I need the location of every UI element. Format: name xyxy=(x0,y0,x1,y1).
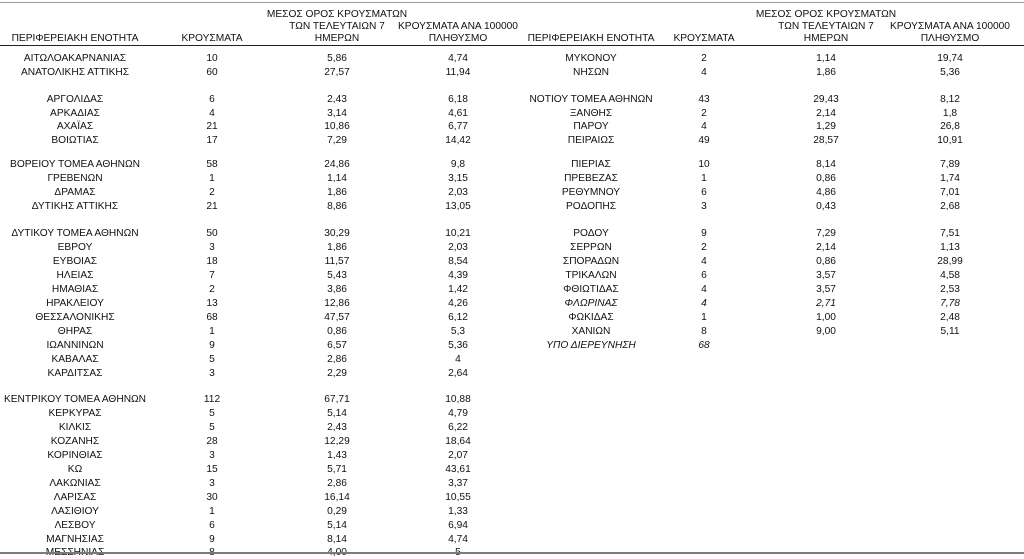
cell-region: ΠΑΡΟΥ xyxy=(573,121,609,132)
cell-cases: 9 xyxy=(701,228,707,239)
cell-avg7: 7,29 xyxy=(816,228,836,239)
cell-region: ΠΕΙΡΑΙΩΣ xyxy=(567,135,615,146)
cell-cases: 50 xyxy=(206,228,218,239)
cell-avg7: 5,14 xyxy=(327,520,347,531)
cell-avg7: 29,43 xyxy=(813,94,839,105)
cell-avg7: 2,43 xyxy=(327,422,347,433)
cell-avg7: 5,14 xyxy=(327,408,347,419)
cell-region: ΤΡΙΚΑΛΩΝ xyxy=(565,270,617,281)
cell-per100k: 10,21 xyxy=(445,228,471,239)
cell-cases: 1 xyxy=(701,312,707,323)
cell-region: ΜΕΣΣΗΝΙΑΣ xyxy=(45,547,105,558)
cell-avg7: 8,14 xyxy=(816,159,836,170)
header-rule xyxy=(0,45,1024,46)
cell-cases: 8 xyxy=(209,547,215,558)
cell-avg7: 1,29 xyxy=(816,121,836,132)
cell-avg7: 5,86 xyxy=(327,53,347,64)
cell-avg7: 16,14 xyxy=(324,492,350,503)
cell-region: ΞΑΝΘΗΣ xyxy=(569,108,613,119)
cell-avg7: 0,86 xyxy=(816,256,836,267)
cell-per100k: 9,8 xyxy=(450,159,466,170)
cell-avg7: 4,86 xyxy=(816,187,836,198)
header-cases-label: ΚΡΟΥΣΜΑΤΑ xyxy=(673,33,735,44)
cell-cases: 3 xyxy=(209,478,215,489)
cell-avg7: 1,43 xyxy=(327,450,347,461)
cell-region: ΕΒΡΟΥ xyxy=(57,242,93,253)
cell-cases: 3 xyxy=(209,242,215,253)
cell-region: ΘΕΣΣΑΛΟΝΙΚΗΣ xyxy=(35,312,115,323)
cell-region: ΣΕΡΡΩΝ xyxy=(570,242,612,253)
cell-per100k: 7,01 xyxy=(940,187,960,198)
cell-avg7: 47,57 xyxy=(324,312,350,323)
cell-avg7: 1,86 xyxy=(327,187,347,198)
cell-per100k: 2,03 xyxy=(448,242,468,253)
cell-region: ΔΡΑΜΑΣ xyxy=(54,187,96,198)
cell-region: ΡΕΘΥΜΝΟΥ xyxy=(561,187,621,198)
cell-cases: 2 xyxy=(209,187,215,198)
cell-avg7: 10,86 xyxy=(324,121,350,132)
cell-avg7: 6,57 xyxy=(327,340,347,351)
cell-per100k: 28,99 xyxy=(937,256,963,267)
cell-per100k: 3,37 xyxy=(448,478,468,489)
cell-cases: 2 xyxy=(209,284,215,295)
cell-cases: 3 xyxy=(209,368,215,379)
cell-region: ΕΥΒΟΙΑΣ xyxy=(52,256,98,267)
header-avg7-line3: ΗΜΕΡΩΝ xyxy=(314,33,360,44)
cell-region: ΚΟΡΙΝΘΙΑΣ xyxy=(47,450,103,461)
cell-per100k: 7,78 xyxy=(940,298,960,309)
cell-avg7: 1,86 xyxy=(327,242,347,253)
header-avg7-line2: ΤΩΝ ΤΕΛΕΥΤΑΙΩΝ 7 xyxy=(778,21,874,32)
cell-cases: 4 xyxy=(209,108,215,119)
cell-cases: 8 xyxy=(701,326,707,337)
cell-region: ΙΩΑΝΝΙΝΩΝ xyxy=(46,340,104,351)
cell-region: ΒΟΙΩΤΙΑΣ xyxy=(51,135,99,146)
cell-region: ΝΗΣΩΝ xyxy=(573,67,609,78)
cell-cases: 5 xyxy=(209,422,215,433)
cell-region: ΡΟΔΟΥ xyxy=(573,228,609,239)
cell-avg7: 9,00 xyxy=(816,326,836,337)
cell-region: ΣΠΟΡΑΔΩΝ xyxy=(562,256,620,267)
cell-cases: 6 xyxy=(701,270,707,281)
cell-avg7: 2,86 xyxy=(327,354,347,365)
header-cases-label: ΚΡΟΥΣΜΑΤΑ xyxy=(181,33,243,44)
cell-avg7: 2,14 xyxy=(816,108,836,119)
cell-region: ΚΩ xyxy=(67,464,83,475)
cell-region: ΑΡΓΟΛΙΔΑΣ xyxy=(46,94,104,105)
cell-per100k: 13,05 xyxy=(445,201,471,212)
cell-avg7: 3,57 xyxy=(816,270,836,281)
cell-cases: 2 xyxy=(701,53,707,64)
cell-per100k: 4,39 xyxy=(448,270,468,281)
cell-cases: 2 xyxy=(701,242,707,253)
cell-per100k: 2,68 xyxy=(940,201,960,212)
cell-region: ΧΑΝΙΩΝ xyxy=(571,326,611,337)
cell-per100k: 7,51 xyxy=(940,228,960,239)
cell-cases: 1 xyxy=(209,506,215,517)
cell-avg7: 28,57 xyxy=(813,135,839,146)
header-region-label: ΠΕΡΙΦΕΡΕΙΑΚΗ ΕΝΟΤΗΤΑ xyxy=(527,33,655,44)
cell-per100k: 1,74 xyxy=(940,173,960,184)
cell-region: ΑΙΤΩΛΟΑΚΑΡΝΑΝΙΑΣ xyxy=(23,53,127,64)
cell-per100k: 2,53 xyxy=(940,284,960,295)
header-region-label: ΠΕΡΙΦΕΡΕΙΑΚΗ ΕΝΟΤΗΤΑ xyxy=(11,33,139,44)
cell-per100k: 8,12 xyxy=(940,94,960,105)
cell-region: ΛΕΣΒΟΥ xyxy=(54,520,96,531)
left-header-region xyxy=(0,33,150,45)
cell-avg7: 0,86 xyxy=(816,173,836,184)
header-per100k-line1: ΚΡΟΥΣΜΑΤΑ ΑΝΑ 100000 xyxy=(890,21,1010,32)
cell-avg7: 0,86 xyxy=(327,326,347,337)
cell-cases: 9 xyxy=(209,534,215,545)
cell-avg7: 3,14 xyxy=(327,108,347,119)
cell-avg7: 24,86 xyxy=(324,159,350,170)
cell-cases: 3 xyxy=(701,201,707,212)
cell-per100k: 2,03 xyxy=(448,187,468,198)
cell-region: ΥΠΟ ΔΙΕΡΕΥΝΗΣΗ xyxy=(546,340,636,351)
cell-region: ΛΑΡΙΣΑΣ xyxy=(53,492,97,503)
cell-avg7: 2,86 xyxy=(327,478,347,489)
left-header-avg7 xyxy=(262,9,412,45)
cell-avg7: 1,14 xyxy=(816,53,836,64)
cell-per100k: 5,36 xyxy=(448,340,468,351)
cell-avg7: 11,57 xyxy=(324,256,350,267)
cell-cases: 9 xyxy=(209,340,215,351)
header-per100k-line1: ΚΡΟΥΣΜΑΤΑ ΑΝΑ 100000 xyxy=(398,21,518,32)
cell-per100k: 10,55 xyxy=(445,492,471,503)
header-avg7-line2: ΤΩΝ ΤΕΛΕΥΤΑΙΩΝ 7 xyxy=(289,21,385,32)
cell-per100k: 4,74 xyxy=(448,534,468,545)
cell-region: ΚΑΒΑΛΑΣ xyxy=(51,354,99,365)
cell-per100k: 6,94 xyxy=(448,520,468,531)
cell-per100k: 6,12 xyxy=(448,312,468,323)
cell-per100k: 2,48 xyxy=(940,312,960,323)
cell-region: ΠΙΕΡΙΑΣ xyxy=(571,159,611,170)
cell-avg7: 2,14 xyxy=(816,242,836,253)
cell-cases: 6 xyxy=(701,187,707,198)
cell-per100k: 3,15 xyxy=(448,173,468,184)
cell-avg7: 0,43 xyxy=(816,201,836,212)
right-header-region xyxy=(516,33,666,45)
cell-avg7: 2,71 xyxy=(816,298,836,309)
cell-avg7: 12,29 xyxy=(324,436,350,447)
cell-per100k: 11,94 xyxy=(445,67,471,78)
cell-region: ΚΙΛΚΙΣ xyxy=(58,422,92,433)
cell-region: ΚΕΡΚΥΡΑΣ xyxy=(48,408,102,419)
cell-cases: 6 xyxy=(209,94,215,105)
cell-avg7: 0,29 xyxy=(327,506,347,517)
cell-region: ΡΟΔΟΠΗΣ xyxy=(565,201,617,212)
cell-cases: 15 xyxy=(206,464,218,475)
cell-per100k: 8,54 xyxy=(448,256,468,267)
cell-region: ΒΟΡΕΙΟΥ ΤΟΜΕΑ ΑΘΗΝΩΝ xyxy=(10,159,140,170)
cell-avg7: 1,00 xyxy=(816,312,836,323)
cell-cases: 112 xyxy=(203,394,221,405)
cell-per100k: 7,89 xyxy=(940,159,960,170)
cell-per100k: 43,61 xyxy=(445,464,471,475)
cell-avg7: 1,14 xyxy=(327,173,347,184)
cell-region: ΑΧΑΪΑΣ xyxy=(56,121,94,132)
cell-cases: 49 xyxy=(698,135,710,146)
cell-region: ΗΡΑΚΛΕΙΟΥ xyxy=(46,298,104,309)
cell-cases: 1 xyxy=(209,173,215,184)
cell-avg7: 8,86 xyxy=(327,201,347,212)
cell-avg7: 7,29 xyxy=(327,135,347,146)
cell-per100k: 10,91 xyxy=(937,135,963,146)
right-header-per100k xyxy=(884,21,1016,45)
cell-region: ΔΥΤΙΚΗΣ ΑΤΤΙΚΗΣ xyxy=(31,201,119,212)
cell-cases: 4 xyxy=(701,284,707,295)
cell-per100k: 4 xyxy=(455,354,461,365)
cell-region: ΦΛΩΡΙΝΑΣ xyxy=(564,298,618,309)
cell-per100k: 1,13 xyxy=(940,242,960,253)
right-header-avg7 xyxy=(751,9,901,45)
cell-cases: 58 xyxy=(206,159,218,170)
cell-per100k: 5,3 xyxy=(450,326,466,337)
cell-region: ΦΘΙΩΤΙΔΑΣ xyxy=(563,284,619,295)
cell-per100k: 4,79 xyxy=(448,408,468,419)
cell-avg7: 2,29 xyxy=(327,368,347,379)
cell-avg7: 1,86 xyxy=(816,67,836,78)
cell-per100k: 4,74 xyxy=(448,53,468,64)
cell-per100k: 6,18 xyxy=(448,94,468,105)
cell-cases: 43 xyxy=(698,94,710,105)
cell-region: ΦΩΚΙΔΑΣ xyxy=(568,312,614,323)
right-header-cases xyxy=(672,33,736,45)
cell-cases: 17 xyxy=(206,135,218,146)
header-avg7-line3: ΗΜΕΡΩΝ xyxy=(803,33,849,44)
cell-per100k: 2,64 xyxy=(448,368,468,379)
cell-region: ΑΝΑΤΟΛΙΚΗΣ ΑΤΤΙΚΗΣ xyxy=(20,67,130,78)
cell-per100k: 4,58 xyxy=(940,270,960,281)
cell-per100k: 6,77 xyxy=(448,121,468,132)
cell-avg7: 5,71 xyxy=(327,464,347,475)
cell-per100k: 5,36 xyxy=(940,67,960,78)
cell-cases: 4 xyxy=(701,67,707,78)
header-avg7-line1: ΜΕΣΟΣ ΟΡΟΣ ΚΡΟΥΣΜΑΤΩΝ xyxy=(755,9,897,20)
cell-avg7: 4,00 xyxy=(327,547,347,558)
cell-cases: 10 xyxy=(698,159,710,170)
cell-cases: 30 xyxy=(206,492,218,503)
cell-cases: 68 xyxy=(698,340,710,351)
cell-cases: 7 xyxy=(209,270,215,281)
cell-per100k: 1,42 xyxy=(448,284,468,295)
cell-region: ΜΥΚΟΝΟΥ xyxy=(565,53,617,64)
cell-per100k: 19,74 xyxy=(937,53,963,64)
left-header-cases xyxy=(180,33,244,45)
top-rule xyxy=(0,2,1024,3)
cell-cases: 5 xyxy=(209,354,215,365)
cell-per100k: 14,42 xyxy=(445,135,471,146)
cell-cases: 21 xyxy=(206,201,218,212)
cell-cases: 3 xyxy=(209,450,215,461)
header-avg7-line1: ΜΕΣΟΣ ΟΡΟΣ ΚΡΟΥΣΜΑΤΩΝ xyxy=(266,9,408,20)
cell-cases: 18 xyxy=(206,256,218,267)
cell-cases: 2 xyxy=(701,108,707,119)
cell-per100k: 26,8 xyxy=(940,121,960,132)
cell-region: ΚΑΡΔΙΤΣΑΣ xyxy=(47,368,103,379)
cell-region: ΛΑΣΙΘΙΟΥ xyxy=(51,506,99,517)
cell-avg7: 2,43 xyxy=(327,94,347,105)
cell-per100k: 5 xyxy=(455,547,461,558)
cell-avg7: 27,57 xyxy=(324,67,350,78)
header-per100k-line2: ΠΛΗΘΥΣΜΟ xyxy=(920,33,980,44)
cell-region: ΗΜΑΘΙΑΣ xyxy=(51,284,99,295)
cell-per100k: 4,61 xyxy=(448,108,468,119)
cell-avg7: 30,29 xyxy=(324,228,350,239)
cell-region: ΚΟΖΑΝΗΣ xyxy=(50,436,100,447)
cell-cases: 5 xyxy=(209,408,215,419)
cell-region: ΓΡΕΒΕΝΩΝ xyxy=(47,173,103,184)
cell-cases: 68 xyxy=(206,312,218,323)
cell-avg7: 3,57 xyxy=(816,284,836,295)
cell-region: ΚΕΝΤΡΙΚΟΥ ΤΟΜΕΑ ΑΘΗΝΩΝ xyxy=(3,394,147,405)
cell-cases: 4 xyxy=(701,256,707,267)
cell-avg7: 8,14 xyxy=(327,534,347,545)
cell-cases: 1 xyxy=(209,326,215,337)
cell-cases: 4 xyxy=(701,298,707,309)
cell-per100k: 2,07 xyxy=(448,450,468,461)
header-per100k-line2: ΠΛΗΘΥΣΜΟ xyxy=(428,33,488,44)
cell-per100k: 1,8 xyxy=(942,108,958,119)
cell-avg7: 3,86 xyxy=(327,284,347,295)
cell-per100k: 10,88 xyxy=(445,394,471,405)
cell-per100k: 4,26 xyxy=(448,298,468,309)
cell-cases: 1 xyxy=(701,173,707,184)
cell-per100k: 18,64 xyxy=(445,436,471,447)
bottom-rule xyxy=(0,552,1024,554)
cell-per100k: 5,11 xyxy=(940,326,960,337)
cell-avg7: 5,43 xyxy=(327,270,347,281)
cell-region: ΔΥΤΙΚΟΥ ΤΟΜΕΑ ΑΘΗΝΩΝ xyxy=(11,228,139,239)
cell-cases: 13 xyxy=(206,298,218,309)
cell-per100k: 6,22 xyxy=(448,422,468,433)
cell-per100k: 1,33 xyxy=(448,506,468,517)
cell-region: ΜΑΓΝΗΣΙΑΣ xyxy=(46,534,104,545)
cell-avg7: 67,71 xyxy=(324,394,350,405)
cell-region: ΛΑΚΩΝΙΑΣ xyxy=(49,478,101,489)
cell-cases: 60 xyxy=(206,67,218,78)
cell-cases: 28 xyxy=(206,436,218,447)
cell-region: ΝΟΤΙΟΥ ΤΟΜΕΑ ΑΘΗΝΩΝ xyxy=(529,94,653,105)
cell-avg7: 12,86 xyxy=(324,298,350,309)
cell-region: ΘΗΡΑΣ xyxy=(57,326,93,337)
cell-cases: 10 xyxy=(206,53,218,64)
cell-region: ΗΛΕΙΑΣ xyxy=(56,270,94,281)
cell-cases: 6 xyxy=(209,520,215,531)
cell-cases: 4 xyxy=(701,121,707,132)
cell-region: ΑΡΚΑΔΙΑΣ xyxy=(50,108,100,119)
cell-cases: 21 xyxy=(206,121,218,132)
cell-region: ΠΡΕΒΕΖΑΣ xyxy=(564,173,618,184)
left-header-per100k xyxy=(392,21,524,45)
